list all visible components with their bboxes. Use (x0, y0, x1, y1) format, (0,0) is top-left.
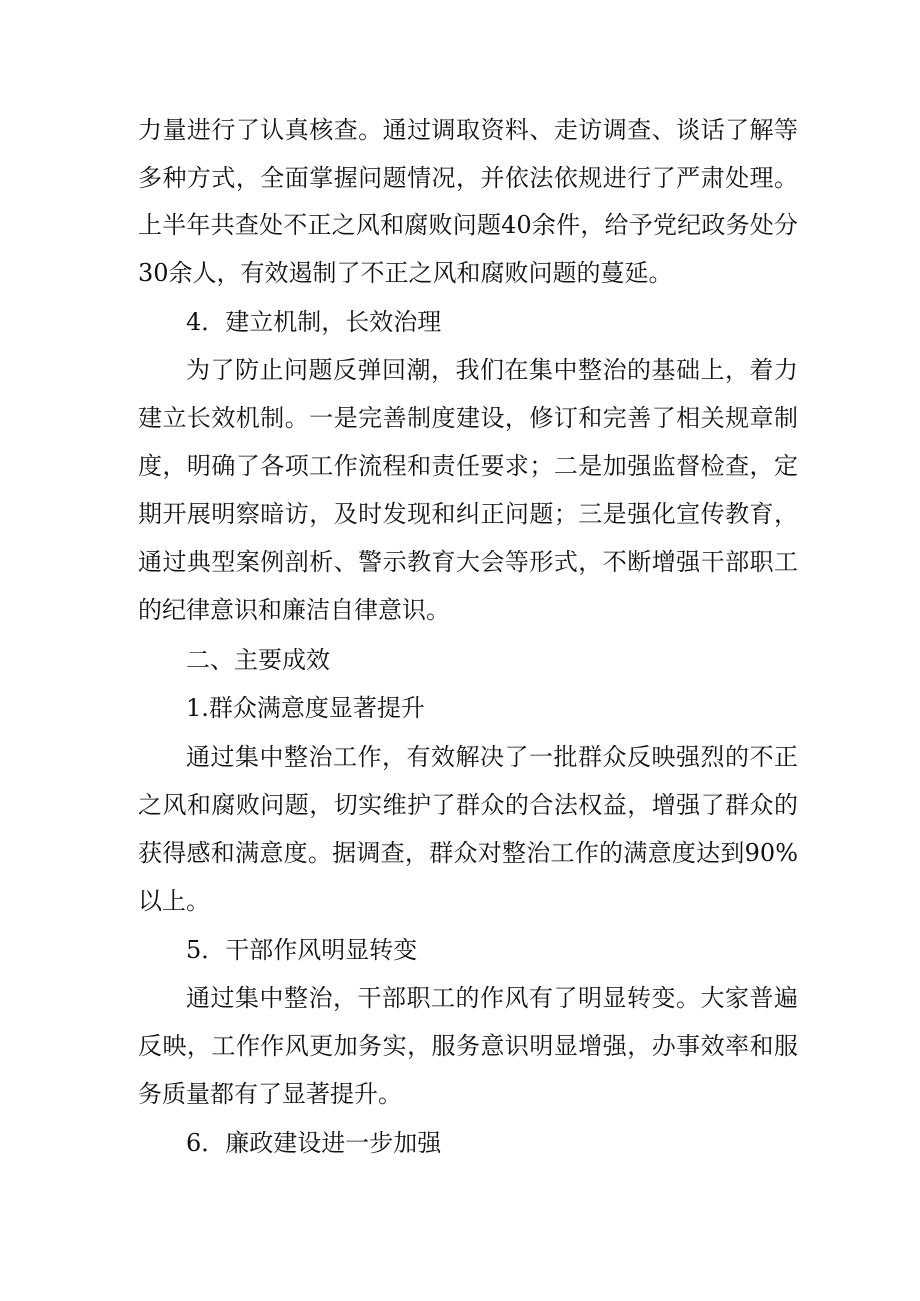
body-text-line: 期开展明察暗访，及时发现和纠正问题；三是强化宣传教育， (138, 500, 798, 528)
section-heading: 1.群众满意度显著提升 (186, 694, 425, 722)
body-text-line: 务质量都有了显著提升。 (138, 1080, 402, 1108)
body-text-line: 通过集中整治工作，有效解决了一批群众反映强烈的不正 (186, 743, 798, 771)
body-text-line: 以上。 (138, 887, 210, 915)
section-heading: 5．干部作风明显转变 (186, 936, 418, 964)
body-text-line: 通过典型案例剖析、警示教育大会等形式，不断增强干部职工 (138, 548, 798, 576)
section-heading: 6．廉政建设进一步加强 (186, 1129, 442, 1157)
body-text-line: 多种方式，全面掌握问题情况，并依法依规进行了严肃处理。 (138, 164, 798, 192)
body-text-line: 的纪律意识和廉洁自律意识。 (138, 596, 450, 624)
body-text-line: 度，明确了各项工作流程和责任要求；二是加强监督检查，定 (138, 452, 798, 480)
body-text-line: 获得感和满意度。据调查，群众对整治工作的满意度达到90% (138, 839, 798, 867)
body-text-line: 上半年共查处不正之风和腐败问题40余件，给予党纪政务处分 (138, 211, 798, 239)
chapter-heading: 二、主要成效 (186, 646, 330, 674)
body-text-line: 为了防止问题反弹回潮，我们在集中整治的基础上，着力 (186, 356, 798, 384)
body-text-line: 30余人，有效遏制了不正之风和腐败问题的蔓延。 (138, 259, 673, 287)
body-text-line: 力量进行了认真核查。通过调取资料、走访调查、谈话了解等 (138, 116, 798, 144)
body-text-line: 反映，工作作风更加务实，服务意识明显增强，办事效率和服 (138, 1032, 798, 1060)
section-heading: 4．建立机制，长效治理 (186, 308, 442, 336)
body-text-line: 建立长效机制。一是完善制度建设，修订和完善了相关规章制 (138, 404, 798, 432)
body-text-line: 通过集中整治，干部职工的作风有了明显转变。大家普遍 (186, 984, 798, 1012)
body-text-line: 之风和腐败问题，切实维护了群众的合法权益，增强了群众的 (138, 791, 798, 819)
